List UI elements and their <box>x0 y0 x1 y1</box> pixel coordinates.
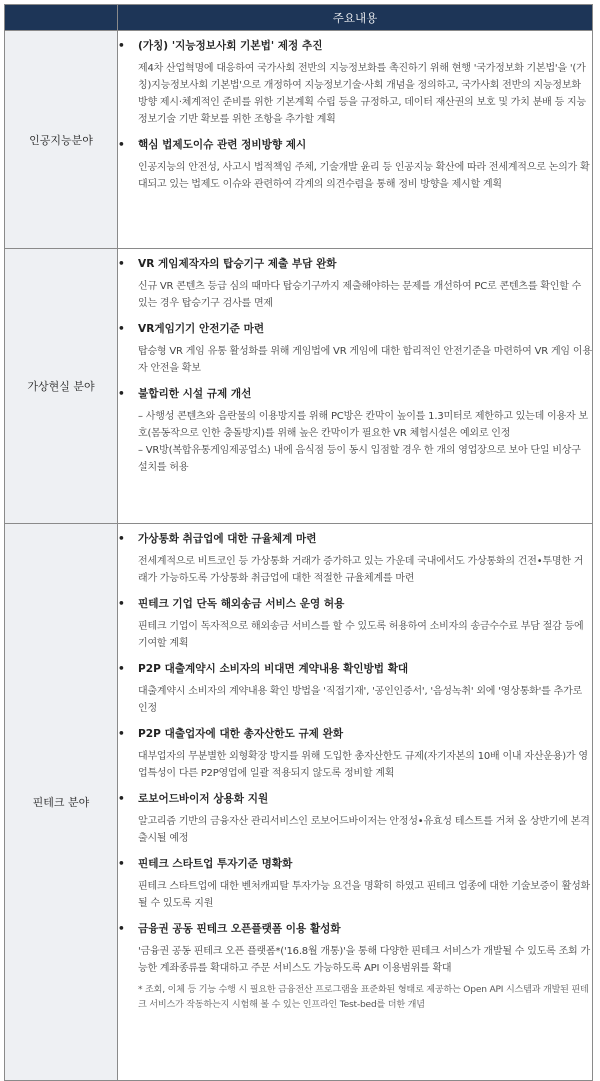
item-description: 신규 VR 콘텐츠 등급 심의 때마다 탑승기구까지 제출해야하는 문제를 개선하여 PC로 콘텐츠를 확인할 수 있는 경우 탑승기구 검사를 면제 <box>138 281 582 309</box>
item-description: 대부업자의 무분별한 외형확장 방지를 위해 도입한 총자산한도 규제(자기자본의 10배 이내 자산운용)가 영업특성이 다른 P2P영업에 일괄 적용되지 않도록 정비할 계획 <box>138 751 588 779</box>
item-description: 핀테크 기업이 독자적으로 해외송금 서비스를 할 수 있도록 허용하여 소비자의 송금수수료 부담 절감 등에 기여할 계획 <box>138 621 584 649</box>
list-item <box>118 257 592 318</box>
item-title-text: 핀테크 기업 단독 해외송금 서비스 운영 허용 <box>138 598 345 610</box>
item-title-text: 핵심 법제도이슈 관련 정비방향 제시 <box>138 139 307 151</box>
item-description: 대출계약시 소비자의 계약내용 확인 방법을 '직접기재', '공인인증서', '음성녹취' 외에 '영상통화'를 추가로 인정 <box>138 686 582 714</box>
bullet-icon: • <box>118 598 125 610</box>
item-title-text: 로보어드바이저 상용화 지원 <box>138 793 269 805</box>
item-title <box>118 792 592 811</box>
bullet-icon: • <box>118 40 125 52</box>
item-description: 탑승형 VR 게임 유통 활성화를 위해 게임법에 VR 게임에 대한 합리적인 안전기준을 마련하여 VR 게임 이용자 안전을 확보 <box>138 346 592 374</box>
bullet-icon: • <box>118 923 125 935</box>
policy-table <box>4 4 593 1081</box>
item-title <box>118 532 592 551</box>
list-item <box>118 792 592 853</box>
category-ai: 인공지능분야 <box>5 31 118 249</box>
bullet-icon: • <box>118 258 125 270</box>
item-title <box>118 857 592 876</box>
list-item <box>118 138 592 199</box>
list-item <box>118 922 592 1013</box>
item-title <box>118 597 592 616</box>
item-title-text: VR 게임제작자의 탑승기구 제출 부담 완화 <box>138 258 337 270</box>
item-footnote: * 조회, 이체 등 기능 수행 시 필요한 금융전산 프로그램을 표준화된 형태로 제공하는 Open API 시스템과 개발된 핀테크 서비스가 작동하는지 시험해 볼 수 있는 인프라인 Test-bed를 더한 개념 <box>138 985 589 1010</box>
table-row <box>5 31 593 249</box>
table-row <box>5 249 593 524</box>
item-title-text: 금융권 공동 핀테크 오픈플랫폼 이용 활성화 <box>138 923 341 935</box>
category-fintech: 핀테크 분야 <box>5 524 118 1081</box>
bullet-icon: • <box>118 139 125 151</box>
content-cell <box>118 524 593 1081</box>
item-title-text: (가칭) '지능정보사회 기본법' 제정 추진 <box>138 40 323 52</box>
content-cell <box>118 249 593 524</box>
bullet-icon: • <box>118 858 125 870</box>
item-title-text: 핀테크 스타트업 투자기준 명확화 <box>138 858 293 870</box>
list-item <box>118 597 592 658</box>
header-category-cell <box>5 5 118 31</box>
category-vr: 가상현실 분야 <box>5 249 118 524</box>
list-item <box>118 727 592 788</box>
item-title-text: P2P 대출계약시 소비자의 비대면 계약내용 확인방법 확대 <box>138 663 409 675</box>
item-title-text: P2P 대출업자에 대한 총자산한도 규제 완화 <box>138 728 344 740</box>
item-title <box>118 922 592 941</box>
table-row <box>5 524 593 1081</box>
item-description: 인공지능의 안전성, 사고시 법적책임 주체, 기술개발 윤리 등 인공지능 확산에 따라 전세계적으로 논의가 확대되고 있는 법제도 이슈와 관련하여 각계의 의견수렴을 통해 정비 방향을 제시할 계획 <box>138 162 590 190</box>
item-description: 제4차 산업혁명에 대응하여 국가사회 전반의 지능정보화를 촉진하기 위해 현행 '국가정보화 기본법'을 '(가칭)지능정보사회 기본법'으로 개정하여 지능정보기술·사회 개념을 정의하고, 국가사회 전반의 지능정보화 방향 제시·체계적인 준비를 위한 기본계획 수립 등을 규정하고, 데이터 재산권의 보호 및 가치 분배 등 지능정보기술 기반 확보를 위한 조항을 추가할 계획 <box>138 63 586 125</box>
item-description: 알고리즘 기반의 금융자산 관리서비스인 로보어드바이저는 안정성•유효성 테스트를 거쳐 올 상반기에 본격 출시될 예정 <box>138 816 590 844</box>
item-description: 전세계적으로 비트코인 등 가상통화 거래가 증가하고 있는 가운데 국내에서도 가상통화의 건전•투명한 거래가 가능하도록 가상통화 취급업에 대한 적절한 규율체계를 마련 <box>138 556 584 584</box>
bullet-icon: • <box>118 323 125 335</box>
table-header-row <box>5 5 593 31</box>
bullet-icon: • <box>118 663 125 675</box>
item-title-text: 가상통화 취급업에 대한 규율체계 마련 <box>138 533 317 545</box>
item-title <box>118 662 592 681</box>
item-title <box>118 727 592 746</box>
item-title <box>118 387 592 406</box>
list-item <box>118 857 592 918</box>
header-content-cell: 주요내용 <box>118 5 593 31</box>
list-item <box>118 387 592 482</box>
bullet-icon: • <box>118 793 125 805</box>
item-title-text: 불합리한 시설 규제 개선 <box>138 388 252 400</box>
item-title <box>118 138 592 157</box>
item-description: – 사행성 콘텐츠와 음란물의 이용방지를 위해 PC방은 칸막이 높이를 1.3미터로 제한하고 있는데 이용자 보호(몸동작으로 인한 충돌방지)를 위해 높은 칸막이가 필요한 VR 체험시설은 예외로 인정 – VR방(복합유통게임제공업소) 내에 음식점 등이 동시 입점할 경우 한 개의 영업장으로 보아 단일 비상구 설치를 허용 <box>138 411 588 473</box>
list-item <box>118 662 592 723</box>
item-title-text: VR게임기기 안전기준 마련 <box>138 323 265 335</box>
item-description: 핀테크 스타트업에 대한 벤처캐피탈 투자가능 요건을 명확히 하였고 핀테크 업종에 대한 기술보증이 활성화 될 수 있도록 지원 <box>138 881 590 909</box>
list-item <box>118 532 592 593</box>
item-title <box>118 322 592 341</box>
item-description: '금융권 공동 핀테크 오픈 플랫폼*('16.8월 개통)'을 통해 다양한 핀테크 서비스가 개발될 수 있도록 조회 가능한 계좌종류를 확대하고 주문 서비스도 가능하도록 API 이용범위를 확대 <box>138 946 590 974</box>
bullet-icon: • <box>118 533 125 545</box>
bullet-icon: • <box>118 388 125 400</box>
content-cell <box>118 31 593 249</box>
item-title <box>118 257 592 276</box>
item-title <box>118 39 592 58</box>
list-item <box>118 322 592 383</box>
list-item <box>118 39 592 134</box>
bullet-icon: • <box>118 728 125 740</box>
